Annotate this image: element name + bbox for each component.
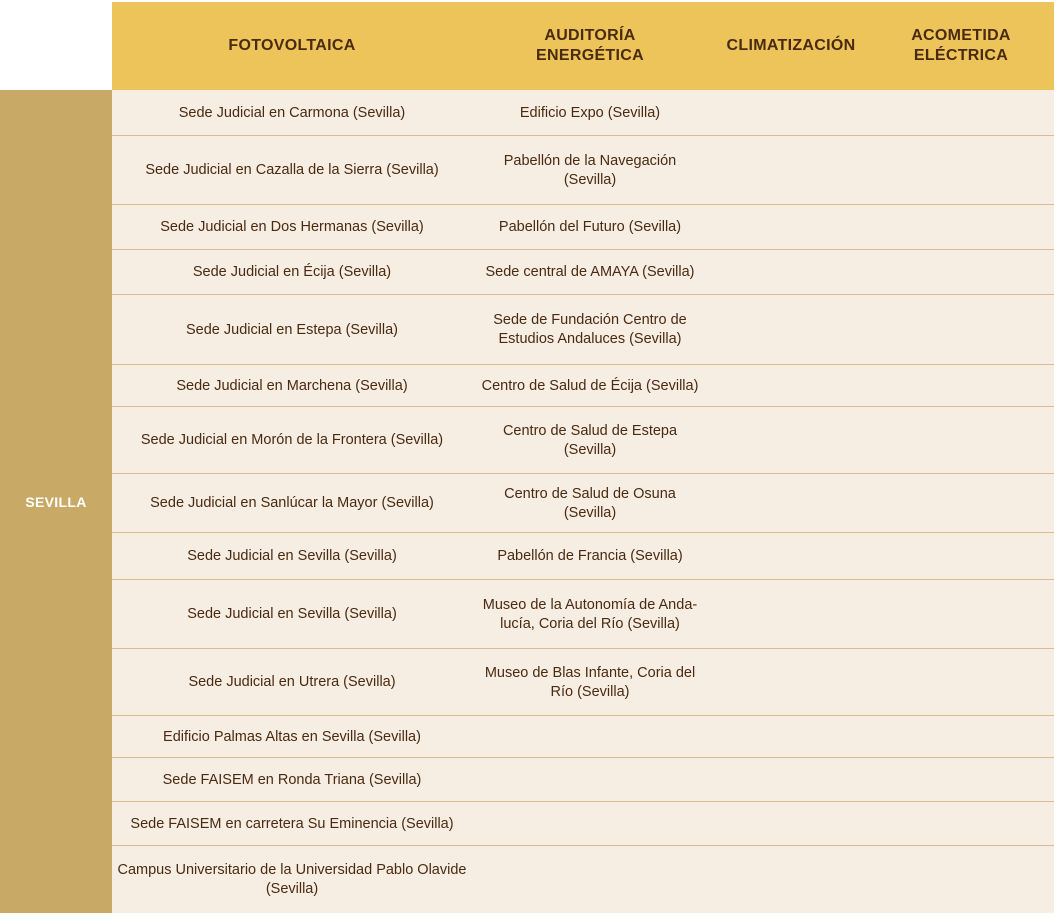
- cell-fotovoltaica: Sede Judicial en Sanlúcar la Mayor (Sevilla): [150, 495, 434, 511]
- cell-auditoria-energetica: Sede central de AMAYA (Sevilla): [485, 264, 695, 280]
- cell-acometida-electrica: [876, 90, 1054, 136]
- cell-auditoria-energetica: Museo de Blas Infante, Coria del Río (Sevilla): [484, 664, 696, 700]
- cell-fotovoltaica: Edificio Palmas Altas en Sevilla (Sevilla): [163, 728, 421, 745]
- table-row: [112, 295, 1054, 365]
- table-row: [112, 474, 1054, 533]
- table-row: [112, 758, 1054, 802]
- cell-climatizacion: [706, 580, 876, 649]
- cell-auditoria-energetica: Pabellón del Futuro (Sevilla): [498, 219, 682, 235]
- region-cell: [0, 90, 112, 913]
- cell-auditoria-energetica: Centro de Salud de Écija (Sevilla): [481, 377, 699, 394]
- cell-auditoria-energetica: Centro de Salud de Osuna (Sevilla): [504, 485, 676, 521]
- table-row: [112, 136, 1054, 205]
- table-row: [112, 90, 1054, 136]
- table-row: [112, 580, 1054, 649]
- cell-acometida-electrica: [876, 365, 1054, 407]
- table-row: [112, 716, 1054, 758]
- cell-acometida-electrica: [876, 649, 1054, 716]
- cell-acometida-electrica: [876, 716, 1054, 758]
- cell-climatizacion: [706, 758, 876, 802]
- table-row: [112, 365, 1054, 407]
- cell-climatizacion: [706, 716, 876, 758]
- cell-acometida-electrica: [876, 580, 1054, 649]
- cell-fotovoltaica: Sede Judicial en Estepa (Sevilla): [186, 321, 398, 338]
- cell-auditoria-energetica: [474, 716, 706, 758]
- cell-auditoria-energetica: [474, 758, 706, 802]
- cell-fotovoltaica: Sede FAISEM en carretera Su Eminencia (Sevilla): [130, 815, 454, 832]
- cell-auditoria-energetica: Sede de Fundación Centro de Estudios Andaluces (Sevilla): [493, 312, 687, 347]
- header-fotovoltaica: FOTOVOLTAICA: [228, 37, 356, 54]
- cell-climatizacion: [706, 474, 876, 533]
- cell-fotovoltaica: Sede Judicial en Dos Hermanas (Sevilla): [160, 219, 424, 235]
- table-header: [112, 2, 1054, 90]
- cell-acometida-electrica: [876, 802, 1054, 846]
- cell-acometida-electrica: [876, 758, 1054, 802]
- table-row: [112, 205, 1054, 250]
- table-row: [112, 407, 1054, 474]
- cell-acometida-electrica: [876, 846, 1054, 913]
- cell-climatizacion: [706, 90, 876, 136]
- cell-auditoria-energetica: Pabellón de Francia (Sevilla): [497, 548, 683, 564]
- header-climatizacion: CLIMATIZACIÓN: [726, 37, 856, 54]
- cell-fotovoltaica: Sede Judicial en Sevilla (Sevilla): [187, 606, 397, 622]
- cell-climatizacion: [706, 533, 876, 580]
- cell-acometida-electrica: [876, 295, 1054, 365]
- cell-auditoria-energetica: [474, 846, 706, 913]
- cell-acometida-electrica: [876, 250, 1054, 295]
- header-acometida-electrica: ACOMETIDA ELÉCTRICA: [911, 27, 1011, 64]
- cell-acometida-electrica: [876, 407, 1054, 474]
- cell-auditoria-energetica: Centro de Salud de Estepa (Sevilla): [502, 422, 678, 458]
- table-body: [112, 90, 1054, 913]
- header-corner: [0, 0, 112, 90]
- cell-fotovoltaica: Sede Judicial en Marchena (Sevilla): [176, 377, 408, 394]
- cell-climatizacion: [706, 295, 876, 365]
- cell-acometida-electrica: [876, 533, 1054, 580]
- cell-fotovoltaica: Sede Judicial en Écija (Sevilla): [192, 264, 392, 280]
- cell-fotovoltaica: Sede Judicial en Sevilla (Sevilla): [187, 548, 397, 564]
- table-row: [112, 802, 1054, 846]
- table-row: [112, 533, 1054, 580]
- cell-auditoria-energetica: Pabellón de la Navegación (Sevilla): [503, 152, 677, 188]
- cell-fotovoltaica: Sede Judicial en Morón de la Frontera (Sevilla): [140, 432, 444, 448]
- table-row: [112, 649, 1054, 716]
- cell-climatizacion: [706, 205, 876, 250]
- cell-climatizacion: [706, 407, 876, 474]
- region-label: SEVILLA: [25, 493, 87, 510]
- cell-acometida-electrica: [876, 474, 1054, 533]
- cell-fotovoltaica: Sede Judicial en Carmona (Sevilla): [178, 104, 406, 121]
- cell-climatizacion: [706, 802, 876, 846]
- table-row: [112, 846, 1054, 913]
- cell-climatizacion: [706, 250, 876, 295]
- cell-auditoria-energetica: Museo de la Autonomía de Anda-lucía, Coria del Río (Sevilla): [482, 596, 698, 632]
- table-row: [112, 250, 1054, 295]
- cell-fotovoltaica: Sede FAISEM en Ronda Triana (Sevilla): [162, 771, 422, 788]
- header-auditoria-energetica: AUDITORÍA ENERGÉTICA: [536, 27, 644, 64]
- cell-fotovoltaica: Campus Universitario de la Universidad Pablo Olavide (Sevilla): [117, 861, 467, 897]
- cell-auditoria-energetica: Edificio Expo (Sevilla): [519, 104, 661, 121]
- cell-acometida-electrica: [876, 205, 1054, 250]
- cell-fotovoltaica: Sede Judicial en Cazalla de la Sierra (Sevilla): [145, 162, 439, 178]
- cell-climatizacion: [706, 649, 876, 716]
- cell-climatizacion: [706, 136, 876, 205]
- cell-acometida-electrica: [876, 136, 1054, 205]
- cell-climatizacion: [706, 846, 876, 913]
- cell-climatizacion: [706, 365, 876, 407]
- cell-auditoria-energetica: [474, 802, 706, 846]
- cell-fotovoltaica: Sede Judicial en Utrera (Sevilla): [188, 674, 396, 690]
